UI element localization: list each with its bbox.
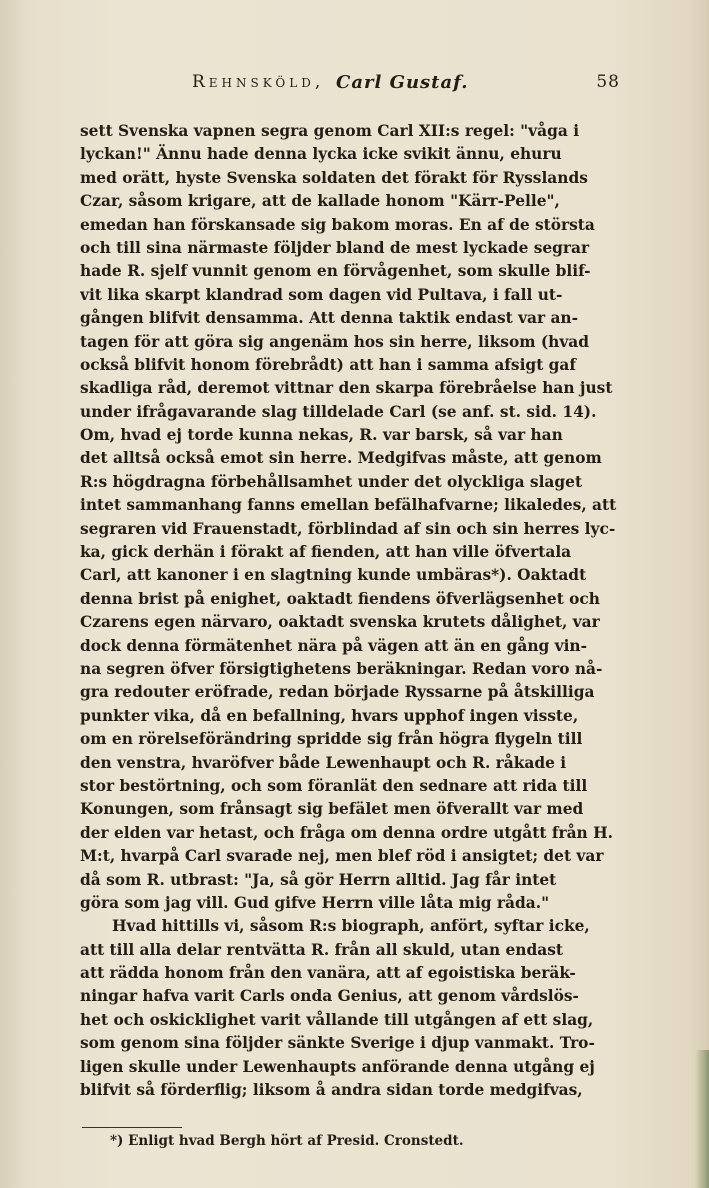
text-line: vit lika skarpt klandrad som dagen vid Pultava, i fall ut- [80, 285, 563, 304]
text-line: segraren vid Frauenstadt, förblindad af sin och sin herres lyc- [80, 519, 616, 538]
text-line: hade R. sjelf vunnit genom en förvågenhet, som skulle blif- [80, 262, 591, 281]
text-line: het och oskicklighet varit vållande till utgången af ett slag, [80, 1010, 594, 1029]
text-line: att till alla delar rentvätta R. från all skuld, utan endast [80, 940, 563, 959]
text-line: ningar hafva varit Carls onda Genius, att genom vårdslös- [80, 987, 579, 1006]
paragraph-start-line: Hvad hittills vi, såsom R:s biograph, anfört, syftar icke, [112, 917, 590, 936]
text-line: om en rörelseförändring spridde sig från högra flygeln till [80, 730, 583, 749]
footnote: *) Enligt hvad Bergh hört af Presid. Cronstedt. [110, 1133, 464, 1149]
text-line: som genom sina följder sänkte Sverige i djup vanmakt. Tro- [80, 1034, 595, 1053]
text-line: Om, hvad ej torde kunna nekas, R. var barsk, så var han [80, 426, 563, 445]
text-line: R:s högdragna förbehållsamhet under det olyckliga slaget [80, 472, 583, 491]
page-edge-stain [695, 1050, 709, 1188]
footnote-rule [82, 1127, 182, 1128]
text-line: gra redouter eröfrade, redan började Ryssarne på åtskilliga [80, 683, 595, 702]
text-line: och till sina närmaste följder bland de mest lyckade segrar [80, 238, 590, 257]
text-line: gången blifvit densamma. Att denna taktik endast var an- [80, 309, 579, 328]
text-line: dock denna förmätenhet nära på vägen att än en gång vin- [80, 636, 588, 655]
text-line: tagen för att göra sig angenäm hos sin herre, liksom (hvad [80, 332, 590, 351]
page-number: 58 [596, 72, 620, 92]
text-line: blifvit så förderflig; liksom å andra sidan torde medgifvas, [80, 1081, 583, 1100]
text-line: den venstra, hvaröfver både Lewenhaupt och R. råkade i [80, 753, 567, 772]
text-line: sett Svenska vapnen segra genom Carl XII:s regel: "våga i [80, 122, 580, 140]
text-line: Carl, att kanoner i en slagtning kunde umbäras*). Oaktadt [80, 566, 587, 585]
text-line: skadliga råd, deremot vittnar den skarpa förebråelse han just [80, 379, 613, 398]
text-line: att rädda honom från den vanära, att af egoistiska beräk- [80, 964, 576, 983]
text-line: ka, gick derhän i förakt af fienden, att han ville öfvertala [80, 543, 572, 562]
text-line: också blifvit honom förebrådt) att han i samma afsigt gaf [80, 355, 577, 374]
text-line: na segren öfver försigtighetens beräkningar. Redan voro nå- [80, 659, 603, 678]
text-line: M:t, hvarpå Carl svarade nej, men blef röd i ansigtet; det var [80, 847, 604, 866]
text-line: punkter vika, då en befallning, hvars upphof ingen visste, [80, 706, 579, 725]
text-line: emedan han förskansade sig bakom moras. En af de största [80, 215, 595, 234]
text-line: denna brist på enighet, oaktadt fiendens öfverlägsenhet och [80, 589, 600, 608]
running-header [150, 72, 620, 100]
header-author: Rehnsköld, [192, 72, 325, 92]
text-line: ligen skulle under Lewenhaupts anförande denna utgång ej [80, 1057, 595, 1076]
text-line: stor bestörtning, och som föranlät den sednare att rida till [80, 776, 588, 795]
text-line: Czarens egen närvaro, oaktadt svenska krutets dålighet, var [80, 613, 600, 632]
text-line: lyckan!" Ännu hade denna lycka icke svikit ännu, ehuru [80, 145, 562, 164]
text-line: intet sammanhang fanns emellan befälhafvarne; likaledes, att [80, 496, 617, 515]
text-line: der elden var hetast, och fråga om denna ordre utgått från H. [80, 823, 613, 842]
text-line: då som R. utbrast: "Ja, så gör Herrn alltid. Jag får intet [80, 870, 557, 889]
header-given-name: Carl Gustaf. [336, 72, 469, 93]
body-text [80, 120, 628, 1102]
text-line: Konungen, som frånsagt sig befälet men öfverallt var med [80, 800, 584, 819]
text-line: under ifrågavarande slag tilldelade Carl (se anf. st. sid. 14). [80, 402, 597, 421]
text-line: med orätt, hyste Svenska soldaten det förakt för Rysslands [80, 168, 588, 187]
text-line: det alltså också emot sin herre. Medgifvas måste, att genom [80, 449, 602, 468]
text-line: göra som jag vill. Gud gifve Herrn ville låta mig råda." [80, 893, 550, 912]
text-line: Czar, såsom krigare, att de kallade honom "Kärr-Pelle", [80, 192, 560, 211]
